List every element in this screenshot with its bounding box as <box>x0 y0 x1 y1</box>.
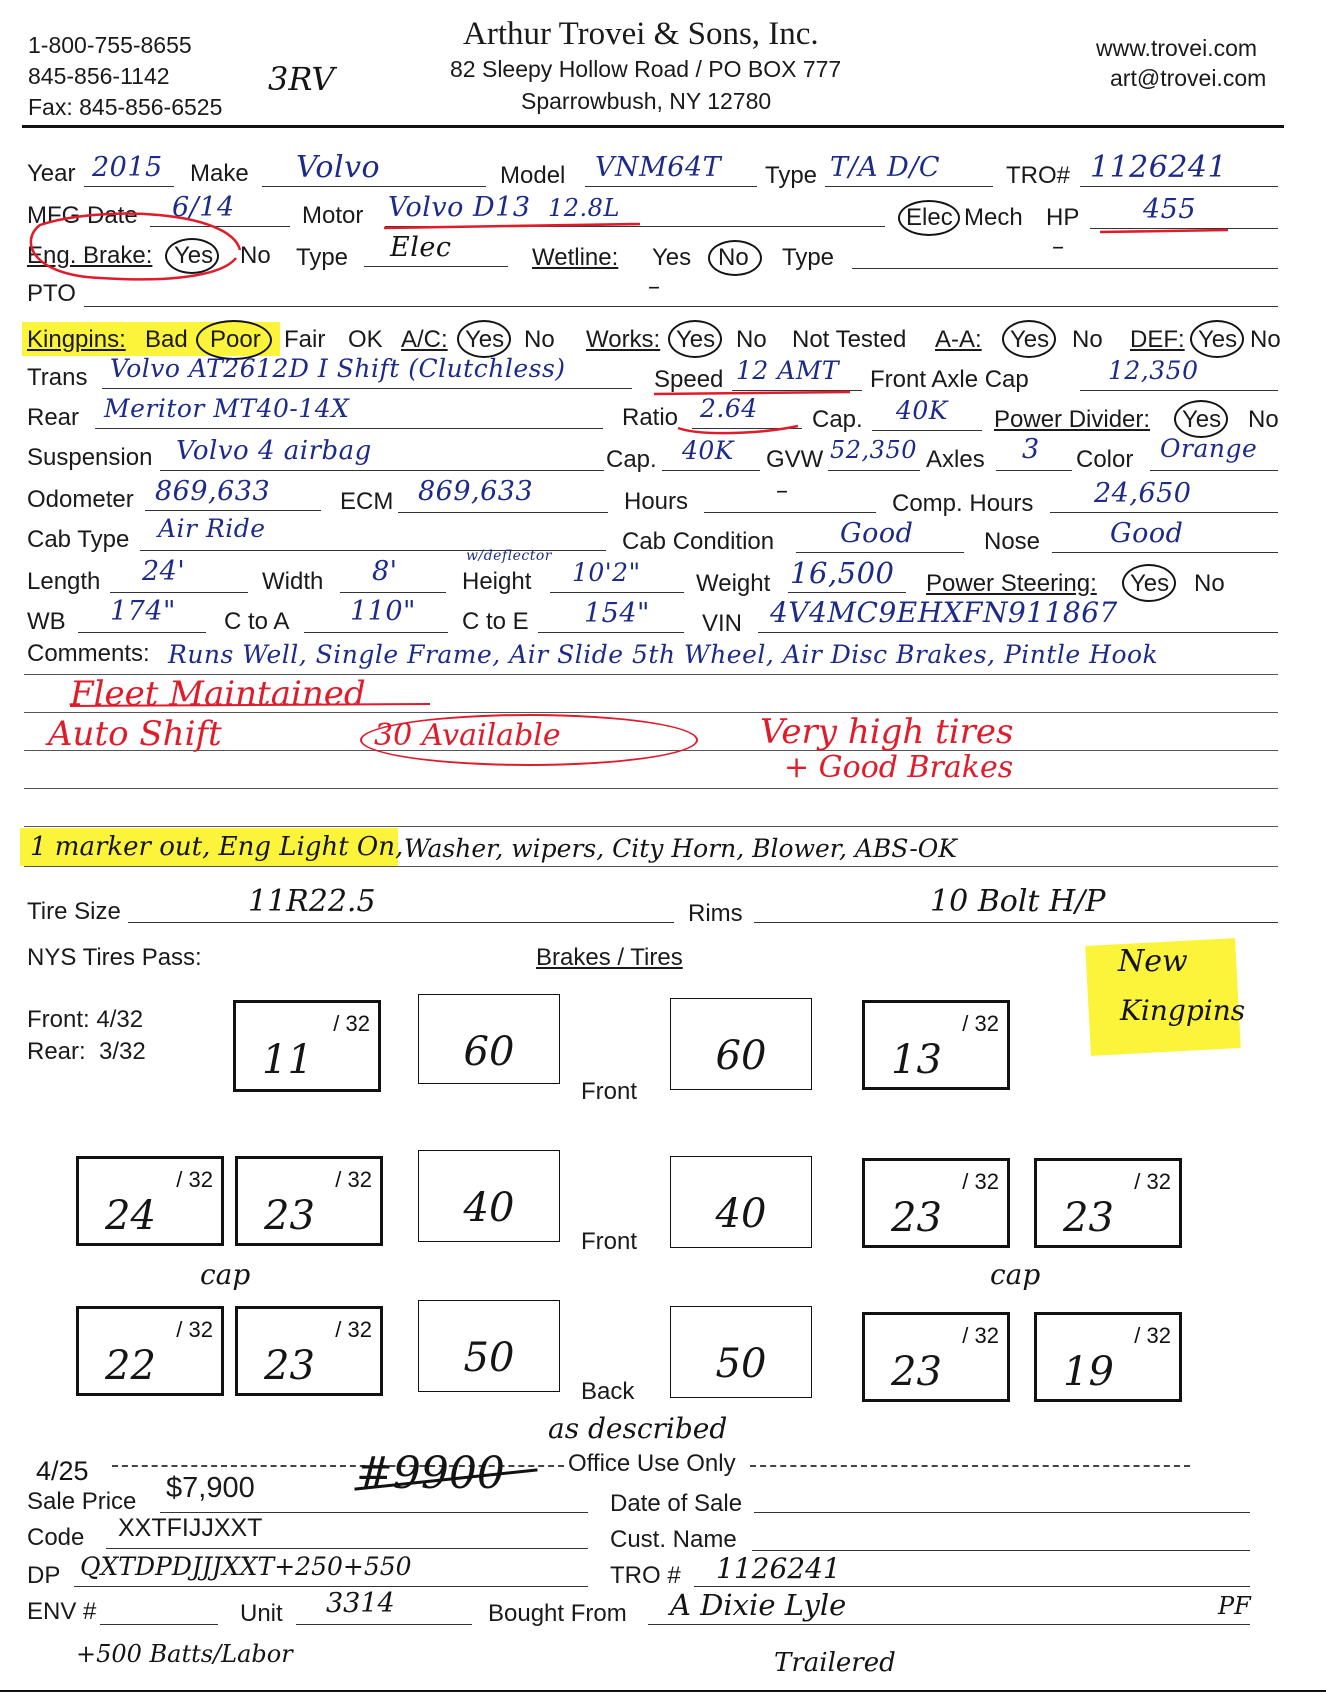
c-to-e-field[interactable] <box>538 632 684 633</box>
wetline-type-label: Type <box>782 244 835 271</box>
hours-label: Hours <box>624 488 689 515</box>
c-to-a-label: C to A <box>224 608 290 635</box>
year-label: Year <box>27 160 76 187</box>
weight-label: Weight <box>696 570 771 597</box>
tread-depth: 23 <box>891 1195 942 1241</box>
axle-front-label-1: Front <box>581 1078 638 1105</box>
nys-tires-pass-label: NYS Tires Pass: <box>27 944 202 971</box>
vin-value: 4V4MC9EHXFN911867 <box>770 596 1118 629</box>
issues-ok-note: Washer, wipers, City Horn, Blower, ABS-OK <box>404 834 957 863</box>
ecm-value: 869,633 <box>418 476 534 507</box>
nose-field[interactable] <box>1052 552 1278 553</box>
c-to-e-label: C to E <box>462 608 529 635</box>
color-label: Color <box>1076 446 1134 473</box>
ratio-label: Ratio <box>622 404 679 431</box>
code-field[interactable] <box>106 1548 588 1549</box>
trans-label: Trans <box>27 364 88 391</box>
kingpins-ok: OK <box>348 326 383 353</box>
wetline-label: Wetline: <box>532 244 619 271</box>
note-very-high-tires: Very high tires <box>760 712 1014 752</box>
tread-unit: / 32 <box>1134 1323 1171 1348</box>
unit-value: 3314 <box>326 1588 395 1619</box>
tro-hash-value: 1126241 <box>716 1552 841 1585</box>
company-address-1: 82 Sleepy Hollow Road / PO BOX 777 <box>450 56 842 82</box>
eng-brake-no: No <box>240 242 271 269</box>
kingpins-label: Kingpins: <box>27 326 126 353</box>
brake-percent: 50 <box>463 1335 515 1381</box>
brakes-tires-heading: Brakes / Tires <box>536 944 683 971</box>
axle-back-label: Back <box>581 1378 635 1405</box>
power-divider-label: Power Divider: <box>994 406 1151 433</box>
tire-size-field[interactable] <box>128 922 674 923</box>
wetline-type-field[interactable] <box>852 268 1278 269</box>
tire-size-value: 11R22.5 <box>248 884 376 919</box>
issues-note: 1 marker out, Eng Light On, <box>30 832 404 862</box>
axles-label: Axles <box>926 446 985 473</box>
height-note: w/deflector <box>466 548 552 564</box>
suspension-field[interactable] <box>160 470 604 471</box>
tread-depth: 19 <box>1063 1349 1114 1395</box>
eng-brake-type-label: Type <box>296 244 349 271</box>
ratio-field[interactable] <box>692 428 802 429</box>
unit-field[interactable] <box>296 1624 472 1625</box>
mfg-date-value: 6/14 <box>172 192 235 223</box>
tread-depth: 24 <box>105 1193 156 1239</box>
year-value: 2015 <box>92 152 163 183</box>
comment-line-6 <box>24 866 1278 867</box>
cab-condition-label: Cab Condition <box>622 528 775 555</box>
tro-hash-field[interactable] <box>694 1586 1250 1587</box>
sale-price-field[interactable] <box>160 1512 588 1513</box>
dp-value: QXTDPDJJJXXT+250+550 <box>80 1552 412 1581</box>
c-to-e-value: 154" <box>584 598 650 629</box>
type-value: T/A D/C <box>830 152 941 183</box>
tread-depth: 23 <box>1063 1195 1114 1241</box>
c-to-a-field[interactable] <box>304 632 448 633</box>
tread-unit: / 32 <box>962 1169 999 1194</box>
sale-price-label: Sale Price <box>27 1488 137 1515</box>
tro-field[interactable] <box>1080 186 1278 187</box>
hp-value: 455 <box>1143 194 1197 225</box>
motor-value: Volvo D13 <box>388 192 531 223</box>
wetline-no: No <box>718 244 749 271</box>
kingpins-bad: Bad <box>145 326 188 353</box>
wb-label: WB <box>27 608 66 635</box>
rear-cap-value: 40K <box>896 396 948 425</box>
trans-field[interactable] <box>102 388 632 389</box>
wetline-no-circle[interactable] <box>708 240 762 276</box>
odometer-value: 869,633 <box>155 476 271 507</box>
def-yes-circle[interactable] <box>1190 320 1244 358</box>
mfg-date-field[interactable] <box>150 226 290 227</box>
kingpins-fair: Fair <box>284 326 326 353</box>
rear-label: Rear <box>27 404 80 431</box>
works-label: Works: <box>586 326 661 353</box>
ac-label: A/C: <box>401 326 448 353</box>
sale-date-note: 4/25 <box>36 1456 89 1486</box>
brake-mid-right[interactable] <box>670 1156 812 1248</box>
axles-value: 3 <box>1022 434 1040 465</box>
tread-depth: 23 <box>264 1343 315 1389</box>
ecm-field[interactable] <box>398 512 608 513</box>
height-value: 10'2" <box>572 558 641 587</box>
nose-value: Good <box>1110 518 1184 549</box>
wb-value: 174" <box>110 596 176 627</box>
brake-percent: 60 <box>715 1033 767 1079</box>
tire-drive1-left-outer[interactable] <box>76 1156 224 1246</box>
date-of-sale-label: Date of Sale <box>610 1490 743 1517</box>
dp-field[interactable] <box>74 1586 588 1587</box>
initials-note: PF <box>1218 1592 1251 1620</box>
brake-percent: 50 <box>715 1341 767 1387</box>
brake-front-left[interactable] <box>418 994 560 1084</box>
tire-drive2-right-outer[interactable] <box>1034 1312 1182 1402</box>
fax: Fax: 845-856-6525 <box>28 94 223 120</box>
tire-steer-left[interactable] <box>233 1000 381 1092</box>
pto-field[interactable] <box>84 306 1278 307</box>
office-use-only-label: Office Use Only <box>568 1450 736 1477</box>
hp-field[interactable] <box>1090 228 1278 229</box>
brake-back-right[interactable] <box>670 1306 812 1398</box>
cab-condition-field[interactable] <box>796 552 964 553</box>
def-no: No <box>1250 326 1281 353</box>
phone-1: 1-800-755-8655 <box>28 32 192 58</box>
ac-no: No <box>524 326 555 353</box>
speed-label: Speed <box>654 366 724 393</box>
front-axle-cap-value: 12,350 <box>1108 356 1199 385</box>
motor-size-value: 12.8L <box>548 194 620 222</box>
susp-cap-value: 40K <box>682 436 734 465</box>
batts-labor-note: +500 Batts/Labor <box>76 1640 293 1668</box>
ac-yes-circle[interactable] <box>457 320 511 358</box>
cap-note-left: cap <box>200 1258 251 1291</box>
new-kingpins-note-2: Kingpins <box>1120 994 1246 1027</box>
pto-label: PTO <box>27 280 76 307</box>
susp-cap-field[interactable] <box>662 470 760 471</box>
vin-label: VIN <box>702 610 743 637</box>
tire-drive1-left-inner[interactable] <box>235 1156 383 1246</box>
rims-value: 10 Bolt H/P <box>930 884 1106 919</box>
length-field[interactable] <box>110 592 248 593</box>
website: www.trovei.com <box>1096 35 1258 61</box>
comment-line-4 <box>24 788 1278 789</box>
sale-price-value: $7,900 <box>166 1472 255 1504</box>
axles-field[interactable] <box>996 470 1072 471</box>
tread-unit: / 32 <box>1134 1169 1171 1194</box>
make-label: Make <box>190 160 249 187</box>
cab-condition-value: Good <box>840 518 914 549</box>
comment-line-5 <box>24 826 1278 827</box>
make-value: Volvo <box>296 150 381 185</box>
gvw-label: GVW <box>766 446 824 473</box>
motor-field[interactable] <box>385 226 885 227</box>
suspension-value: Volvo 4 airbag <box>176 436 372 466</box>
wetline-yes: Yes <box>652 244 692 271</box>
not-tested: Not Tested <box>792 326 907 353</box>
speed-field[interactable] <box>732 390 862 391</box>
ratio-value: 2.64 <box>700 394 758 423</box>
model-label: Model <box>500 162 566 189</box>
hours-field[interactable] <box>704 512 876 513</box>
motor-label: Motor <box>302 202 364 229</box>
bought-from-field[interactable] <box>648 1624 1250 1625</box>
tread-unit: / 32 <box>335 1167 372 1192</box>
width-value: 8' <box>372 556 398 587</box>
aa-label: A-A: <box>935 326 982 353</box>
tread-depth: 23 <box>891 1349 942 1395</box>
tread-unit: / 32 <box>962 1323 999 1348</box>
width-field[interactable] <box>340 592 446 593</box>
vin-field[interactable] <box>758 632 1278 633</box>
suspension-label: Suspension <box>27 444 153 471</box>
trans-value: Volvo AT2612D I Shift (Clutchless) <box>110 354 566 383</box>
power-divider-no: No <box>1248 406 1279 433</box>
type-field[interactable] <box>825 186 993 187</box>
power-steering-label: Power Steering: <box>926 570 1097 597</box>
model-field[interactable] <box>585 186 757 187</box>
front-axle-cap-field[interactable] <box>1080 390 1278 391</box>
note-fleet-maintained: Fleet Maintained <box>70 674 366 714</box>
brake-percent: 60 <box>463 1029 515 1075</box>
power-divider-yes: Yes <box>1182 406 1222 433</box>
def-yes: Yes <box>1198 326 1238 353</box>
email: art@trovei.com <box>1110 65 1267 91</box>
tread-depth: 13 <box>891 1037 942 1083</box>
comp-hours-value: 24,650 <box>1094 478 1192 509</box>
header-rule <box>22 125 1284 128</box>
def-label: DEF: <box>1130 326 1185 353</box>
tro-hash-label: TRO # <box>610 1562 681 1589</box>
stamp-note: 3RV <box>268 60 335 98</box>
ac-yes: Yes <box>465 326 505 353</box>
env-label: ENV # <box>27 1598 97 1625</box>
rims-field[interactable] <box>754 922 1278 923</box>
code-value: XXTFIJJXXT <box>118 1514 263 1542</box>
c-to-a-value: 110" <box>350 596 416 627</box>
nose-label: Nose <box>984 528 1041 555</box>
height-label: Height <box>462 568 532 595</box>
color-value: Orange <box>1160 434 1258 463</box>
tread-unit: / 32 <box>333 1011 370 1036</box>
susp-cap-label: Cap. <box>606 446 657 473</box>
note-available: 30 Available <box>374 718 561 753</box>
eng-brake-yes: Yes <box>174 242 214 269</box>
works-no: No <box>736 326 767 353</box>
comp-hours-label: Comp. Hours <box>892 490 1034 517</box>
tire-size-label: Tire Size <box>27 898 121 925</box>
tire-drive2-left-outer[interactable] <box>76 1306 224 1396</box>
eng-brake-type-field[interactable] <box>364 266 508 267</box>
power-steering-no: No <box>1194 570 1225 597</box>
width-label: Width <box>262 568 324 595</box>
office-divider-right <box>750 1465 1190 1467</box>
gvw-field[interactable] <box>828 470 920 471</box>
cust-name-field[interactable] <box>752 1550 1250 1551</box>
note-available-circle <box>360 714 698 766</box>
note-good-brakes: + Good Brakes <box>784 750 1014 785</box>
rear-cap-label: Cap. <box>812 406 863 433</box>
gvw-value: 52,350 <box>830 436 917 464</box>
comp-hours-field[interactable] <box>1050 512 1278 513</box>
cab-type-label: Cab Type <box>27 526 130 553</box>
odometer-label: Odometer <box>27 486 134 513</box>
tread-unit: / 32 <box>176 1317 213 1342</box>
tire-drive2-right-inner[interactable] <box>862 1312 1010 1402</box>
wetline-type-value: – <box>1052 232 1064 260</box>
brake-percent: 40 <box>463 1185 515 1231</box>
tro-value: 1126241 <box>1090 150 1228 185</box>
trailered-note: Trailered <box>774 1648 896 1678</box>
odometer-field[interactable] <box>145 510 321 511</box>
tire-drive2-left-inner[interactable] <box>235 1306 383 1396</box>
mfg-date-label: MFG Date <box>27 202 138 229</box>
tread-depth: 22 <box>105 1343 156 1389</box>
rear-field[interactable] <box>95 428 603 429</box>
tire-drive1-right-inner[interactable] <box>862 1158 1010 1248</box>
tread-unit: / 32 <box>176 1167 213 1192</box>
tread-unit: / 32 <box>962 1011 999 1036</box>
power-steering-yes-circle[interactable] <box>1122 564 1176 602</box>
works-yes-circle[interactable] <box>668 320 722 358</box>
cab-type-value: Air Ride <box>158 514 266 543</box>
kingpins-poor: Poor <box>210 326 261 353</box>
company-name: Arthur Trovei & Sons, Inc. <box>463 16 819 52</box>
model-value: VNM64T <box>595 152 722 183</box>
comments-value: Runs Well, Single Frame, Air Slide 5th Wheel, Air Disc Brakes, Pintle Hook <box>168 640 1159 669</box>
tread-unit: / 32 <box>335 1317 372 1342</box>
type-label: Type <box>765 162 818 189</box>
new-kingpins-note-1: New <box>1118 944 1188 979</box>
speed-value: 12 AMT <box>736 356 840 385</box>
phone-2: 845-856-1142 <box>28 63 170 89</box>
brake-mid-left[interactable] <box>418 1150 560 1242</box>
brake-front-right[interactable] <box>670 998 812 1090</box>
make-field[interactable] <box>262 186 486 187</box>
unit-label: Unit <box>240 1600 283 1627</box>
year-field[interactable] <box>84 186 174 187</box>
rear-requirement: Rear: 3/32 <box>27 1038 146 1065</box>
cust-name-label: Cust. Name <box>610 1526 737 1553</box>
weight-field[interactable] <box>788 592 906 593</box>
height-field[interactable] <box>550 592 684 593</box>
note-auto-shift: Auto Shift <box>48 714 222 754</box>
length-value: 24' <box>142 556 186 587</box>
axle-front-label-2: Front <box>581 1228 638 1255</box>
power-divider-yes-circle[interactable] <box>1174 400 1228 438</box>
works-yes: Yes <box>676 326 716 353</box>
front-axle-cap-label: Front Axle Cap <box>870 366 1029 393</box>
eng-brake-type-value: Elec <box>390 232 452 263</box>
rims-label: Rims <box>688 900 743 927</box>
eng-brake-yes-circle[interactable] <box>165 238 219 274</box>
bought-from-value: A Dixie Lyle <box>670 1588 847 1622</box>
mech-label: Mech <box>964 204 1023 231</box>
front-requirement: Front: 4/32 <box>27 1006 144 1033</box>
brake-percent: 40 <box>715 1191 767 1237</box>
old-price: #9900 <box>356 1448 505 1499</box>
tread-depth: 23 <box>264 1193 315 1239</box>
tire-drive1-right-outer[interactable] <box>1034 1158 1182 1248</box>
hp-label: HP <box>1046 204 1080 231</box>
env-field[interactable] <box>100 1624 218 1625</box>
hp-red-underline <box>1100 230 1228 232</box>
rear-value: Meritor MT40-14X <box>104 394 350 423</box>
length-label: Length <box>27 568 101 595</box>
ecm-label: ECM <box>340 488 394 515</box>
weight-value: 16,500 <box>790 556 895 590</box>
brake-back-left[interactable] <box>418 1300 560 1392</box>
code-label: Code <box>27 1524 85 1551</box>
tro-label: TRO# <box>1006 162 1071 189</box>
as-described-note: as described <box>548 1412 728 1445</box>
tire-steer-right[interactable] <box>862 1000 1010 1090</box>
company-address-2: Sparrowbush, NY 12780 <box>521 88 772 114</box>
dp-label: DP <box>27 1562 61 1589</box>
cap-note-right: cap <box>990 1258 1041 1291</box>
comments-label: Comments: <box>27 640 150 667</box>
wb-field[interactable] <box>78 632 206 633</box>
eng-brake-label: Eng. Brake: <box>27 242 153 269</box>
hours-value: – <box>776 476 788 504</box>
aa-yes-circle[interactable] <box>1002 320 1056 358</box>
bottom-rule <box>0 1690 1326 1692</box>
pto-value: – <box>648 272 660 300</box>
color-field[interactable] <box>1150 470 1278 471</box>
bought-from-label: Bought From <box>488 1600 627 1627</box>
aa-yes: Yes <box>1010 326 1050 353</box>
rear-cap-field[interactable] <box>872 430 982 431</box>
tread-depth: 11 <box>262 1037 313 1083</box>
elec-label: Elec <box>906 204 953 231</box>
date-of-sale-field[interactable] <box>754 1512 1250 1513</box>
power-steering-yes: Yes <box>1130 570 1170 597</box>
elec-circle[interactable] <box>898 200 960 236</box>
aa-no: No <box>1072 326 1103 353</box>
